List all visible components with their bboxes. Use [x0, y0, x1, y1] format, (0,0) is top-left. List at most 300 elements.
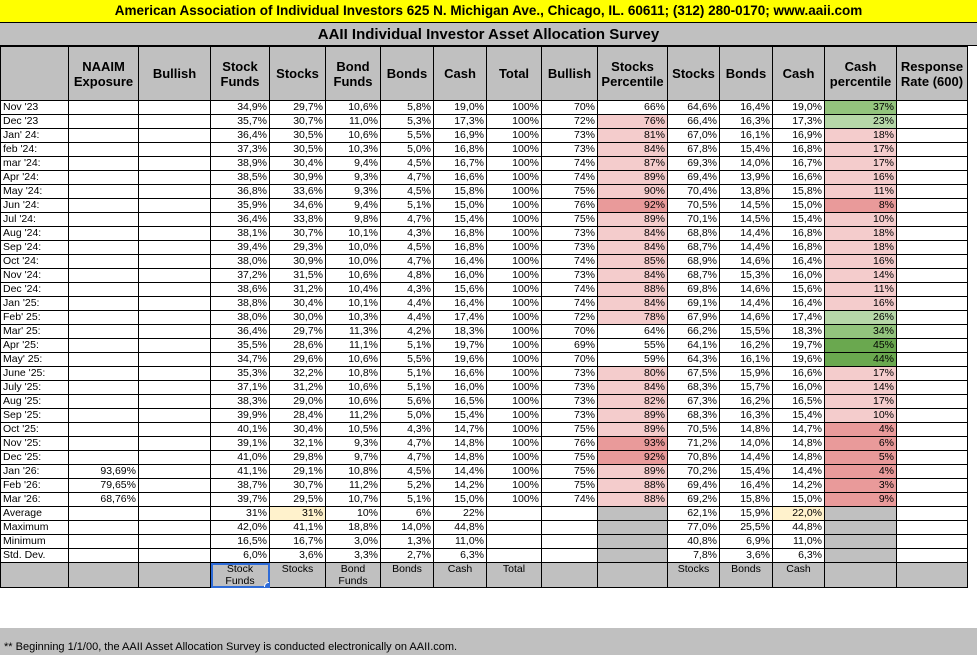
stocks-percentile-cell[interactable]: 85%: [598, 255, 668, 269]
cash-alloc-cell[interactable]: 19,0%: [773, 101, 825, 115]
stat-blank[interactable]: [825, 507, 897, 521]
total-cell[interactable]: 100%: [487, 199, 542, 213]
stat-cash-alloc[interactable]: 11,0%: [773, 535, 825, 549]
stat-blank[interactable]: [69, 521, 139, 535]
bonds-cell[interactable]: 5,5%: [381, 129, 434, 143]
stat-bond-funds[interactable]: 3,3%: [326, 549, 381, 563]
fill-handle[interactable]: [264, 582, 270, 588]
response-rate-cell[interactable]: [897, 171, 968, 185]
total-cell[interactable]: 100%: [487, 255, 542, 269]
stocks-cell[interactable]: 29,0%: [270, 395, 326, 409]
stocks-cell[interactable]: 28,6%: [270, 339, 326, 353]
bullish-pct-cell[interactable]: 70%: [542, 353, 598, 367]
stat-blank[interactable]: [897, 549, 968, 563]
bonds-cell[interactable]: 5,1%: [381, 339, 434, 353]
bullish-pct-cell[interactable]: 75%: [542, 423, 598, 437]
stocks-alloc-cell[interactable]: 69,1%: [668, 297, 720, 311]
bonds-cell[interactable]: 5,2%: [381, 479, 434, 493]
cash-alloc-cell[interactable]: 15,8%: [773, 185, 825, 199]
month-cell[interactable]: Nov '24:: [1, 269, 69, 283]
bonds-alloc-cell[interactable]: 16,4%: [720, 479, 773, 493]
bullish-pct-cell[interactable]: 74%: [542, 157, 598, 171]
cash-alloc-cell[interactable]: 16,4%: [773, 297, 825, 311]
stocks-cell[interactable]: 30,9%: [270, 255, 326, 269]
cash-cell[interactable]: 19,6%: [434, 353, 487, 367]
month-cell[interactable]: Dec '25:: [1, 451, 69, 465]
bonds-alloc-cell[interactable]: 13,9%: [720, 171, 773, 185]
month-cell[interactable]: May' 25:: [1, 353, 69, 367]
bonds-alloc-cell[interactable]: 14,4%: [720, 451, 773, 465]
naaim-cell[interactable]: [69, 241, 139, 255]
cash-cell[interactable]: 15,4%: [434, 213, 487, 227]
stat-bond-funds[interactable]: 10%: [326, 507, 381, 521]
response-rate-cell[interactable]: [897, 395, 968, 409]
response-rate-cell[interactable]: [897, 241, 968, 255]
bond-funds-cell[interactable]: 10,3%: [326, 311, 381, 325]
naaim-cell[interactable]: [69, 143, 139, 157]
stat-bonds-alloc[interactable]: 25,5%: [720, 521, 773, 535]
stat-stock-funds[interactable]: 16,5%: [211, 535, 270, 549]
bond-funds-cell[interactable]: 9,3%: [326, 437, 381, 451]
response-rate-cell[interactable]: [897, 199, 968, 213]
cash-percentile-cell[interactable]: 10%: [825, 409, 897, 423]
cash-percentile-cell[interactable]: 18%: [825, 129, 897, 143]
bonds-alloc-cell[interactable]: 14,5%: [720, 199, 773, 213]
cash-percentile-cell[interactable]: 10%: [825, 213, 897, 227]
naaim-cell[interactable]: [69, 171, 139, 185]
stocks-alloc-cell[interactable]: 68,7%: [668, 269, 720, 283]
stocks-percentile-cell[interactable]: 55%: [598, 339, 668, 353]
stocks-percentile-cell[interactable]: 76%: [598, 115, 668, 129]
bullish-pct-cell[interactable]: 72%: [542, 115, 598, 129]
total-cell[interactable]: 100%: [487, 157, 542, 171]
stocks-percentile-cell[interactable]: 59%: [598, 353, 668, 367]
cash-cell[interactable]: 15,8%: [434, 185, 487, 199]
cash-alloc-cell[interactable]: 16,6%: [773, 171, 825, 185]
footer-bond-funds[interactable]: Bond Funds: [326, 563, 381, 588]
stat-blank[interactable]: [139, 535, 211, 549]
stock-funds-cell[interactable]: 37,3%: [211, 143, 270, 157]
stocks-alloc-cell[interactable]: 69,4%: [668, 171, 720, 185]
stat-bonds[interactable]: 14,0%: [381, 521, 434, 535]
bullish-cell[interactable]: [139, 171, 211, 185]
stock-funds-cell[interactable]: 38,9%: [211, 157, 270, 171]
cash-alloc-cell[interactable]: 17,4%: [773, 311, 825, 325]
stocks-percentile-cell[interactable]: 88%: [598, 493, 668, 507]
stocks-alloc-cell[interactable]: 64,1%: [668, 339, 720, 353]
stock-funds-cell[interactable]: 38,1%: [211, 227, 270, 241]
cash-alloc-cell[interactable]: 15,4%: [773, 213, 825, 227]
stat-bonds[interactable]: 1,3%: [381, 535, 434, 549]
bond-funds-cell[interactable]: 9,4%: [326, 157, 381, 171]
bonds-alloc-cell[interactable]: 13,8%: [720, 185, 773, 199]
response-rate-cell[interactable]: [897, 157, 968, 171]
stat-bonds[interactable]: 6%: [381, 507, 434, 521]
stocks-cell[interactable]: 30,4%: [270, 157, 326, 171]
month-cell[interactable]: Feb' 25:: [1, 311, 69, 325]
bonds-cell[interactable]: 4,4%: [381, 311, 434, 325]
bullish-cell[interactable]: [139, 451, 211, 465]
bullish-cell[interactable]: [139, 115, 211, 129]
stocks-cell[interactable]: 29,6%: [270, 353, 326, 367]
month-cell[interactable]: Aug '24:: [1, 227, 69, 241]
stocks-alloc-cell[interactable]: 67,9%: [668, 311, 720, 325]
stocks-alloc-cell[interactable]: 67,5%: [668, 367, 720, 381]
bond-funds-cell[interactable]: 9,3%: [326, 171, 381, 185]
month-cell[interactable]: Apr '24:: [1, 171, 69, 185]
response-rate-cell[interactable]: [897, 101, 968, 115]
cash-alloc-cell[interactable]: 15,0%: [773, 493, 825, 507]
bonds-alloc-cell[interactable]: 16,3%: [720, 115, 773, 129]
naaim-cell[interactable]: [69, 283, 139, 297]
stocks-cell[interactable]: 29,5%: [270, 493, 326, 507]
stocks-percentile-cell[interactable]: 93%: [598, 437, 668, 451]
response-rate-cell[interactable]: [897, 479, 968, 493]
bullish-cell[interactable]: [139, 283, 211, 297]
cash-alloc-cell[interactable]: 19,7%: [773, 339, 825, 353]
total-cell[interactable]: 100%: [487, 213, 542, 227]
stat-blank[interactable]: [825, 549, 897, 563]
response-rate-cell[interactable]: [897, 381, 968, 395]
stock-funds-cell[interactable]: 40,1%: [211, 423, 270, 437]
cash-alloc-cell[interactable]: 14,7%: [773, 423, 825, 437]
month-cell[interactable]: Oct '24:: [1, 255, 69, 269]
response-rate-cell[interactable]: [897, 185, 968, 199]
month-cell[interactable]: mar '24:: [1, 157, 69, 171]
bonds-alloc-cell[interactable]: 15,4%: [720, 143, 773, 157]
stock-funds-cell[interactable]: 36,8%: [211, 185, 270, 199]
stat-blank[interactable]: [897, 507, 968, 521]
total-cell[interactable]: 100%: [487, 367, 542, 381]
cash-alloc-cell[interactable]: 15,6%: [773, 283, 825, 297]
stat-stock-funds[interactable]: 42,0%: [211, 521, 270, 535]
stock-funds-cell[interactable]: 38,3%: [211, 395, 270, 409]
cash-alloc-cell[interactable]: 14,8%: [773, 451, 825, 465]
stocks-percentile-cell[interactable]: 80%: [598, 367, 668, 381]
bonds-cell[interactable]: 5,1%: [381, 493, 434, 507]
bonds-alloc-cell[interactable]: 14,6%: [720, 311, 773, 325]
bond-funds-cell[interactable]: 10,1%: [326, 297, 381, 311]
response-rate-cell[interactable]: [897, 423, 968, 437]
cash-percentile-cell[interactable]: 11%: [825, 185, 897, 199]
bullish-cell[interactable]: [139, 241, 211, 255]
cash-cell[interactable]: 16,7%: [434, 157, 487, 171]
bonds-alloc-cell[interactable]: 15,4%: [720, 465, 773, 479]
stocks-percentile-cell[interactable]: 87%: [598, 157, 668, 171]
stat-blank[interactable]: [69, 549, 139, 563]
stat-blank[interactable]: [542, 549, 598, 563]
cash-cell[interactable]: 16,8%: [434, 143, 487, 157]
bonds-cell[interactable]: 4,4%: [381, 297, 434, 311]
stocks-cell[interactable]: 29,7%: [270, 325, 326, 339]
month-cell[interactable]: Sep '24:: [1, 241, 69, 255]
stock-funds-cell[interactable]: 41,1%: [211, 465, 270, 479]
stock-funds-cell[interactable]: 39,7%: [211, 493, 270, 507]
response-rate-cell[interactable]: [897, 143, 968, 157]
bullish-pct-cell[interactable]: 75%: [542, 479, 598, 493]
stocks-percentile-cell[interactable]: 89%: [598, 171, 668, 185]
bullish-pct-cell[interactable]: 72%: [542, 311, 598, 325]
cash-cell[interactable]: 16,4%: [434, 255, 487, 269]
response-rate-cell[interactable]: [897, 325, 968, 339]
bullish-cell[interactable]: [139, 227, 211, 241]
bullish-pct-cell[interactable]: 73%: [542, 241, 598, 255]
bullish-cell[interactable]: [139, 325, 211, 339]
stocks-percentile-cell[interactable]: 84%: [598, 143, 668, 157]
cash-cell[interactable]: 14,8%: [434, 437, 487, 451]
month-cell[interactable]: Dec '23: [1, 115, 69, 129]
bullish-pct-cell[interactable]: 74%: [542, 283, 598, 297]
response-rate-cell[interactable]: [897, 409, 968, 423]
stat-blank[interactable]: [139, 521, 211, 535]
stat-blank[interactable]: [69, 507, 139, 521]
stat-blank[interactable]: [487, 507, 542, 521]
cash-percentile-cell[interactable]: 5%: [825, 451, 897, 465]
stat-blank[interactable]: [598, 535, 668, 549]
cash-cell[interactable]: 16,6%: [434, 171, 487, 185]
bullish-pct-cell[interactable]: 74%: [542, 493, 598, 507]
stat-cash[interactable]: 11,0%: [434, 535, 487, 549]
month-cell[interactable]: Oct '25:: [1, 423, 69, 437]
cash-percentile-cell[interactable]: 44%: [825, 353, 897, 367]
bonds-alloc-cell[interactable]: 16,3%: [720, 409, 773, 423]
stocks-percentile-cell[interactable]: 89%: [598, 213, 668, 227]
total-cell[interactable]: 100%: [487, 283, 542, 297]
bond-funds-cell[interactable]: 10,3%: [326, 143, 381, 157]
footer-bonds-alloc[interactable]: Bonds: [720, 563, 773, 588]
stat-stocks-alloc[interactable]: 62,1%: [668, 507, 720, 521]
total-cell[interactable]: 100%: [487, 325, 542, 339]
stocks-percentile-cell[interactable]: 78%: [598, 311, 668, 325]
bonds-cell[interactable]: 4,3%: [381, 227, 434, 241]
naaim-cell[interactable]: [69, 129, 139, 143]
cash-alloc-cell[interactable]: 16,0%: [773, 381, 825, 395]
total-cell[interactable]: 100%: [487, 297, 542, 311]
cash-cell[interactable]: 16,0%: [434, 381, 487, 395]
bonds-cell[interactable]: 4,7%: [381, 451, 434, 465]
cash-cell[interactable]: 14,8%: [434, 451, 487, 465]
stat-stocks-alloc[interactable]: 77,0%: [668, 521, 720, 535]
stocks-percentile-cell[interactable]: 84%: [598, 269, 668, 283]
stat-blank[interactable]: [897, 521, 968, 535]
month-cell[interactable]: May '24:: [1, 185, 69, 199]
bond-funds-cell[interactable]: 10,6%: [326, 269, 381, 283]
stock-funds-cell[interactable]: 38,6%: [211, 283, 270, 297]
month-cell[interactable]: Mar' 25:: [1, 325, 69, 339]
bullish-cell[interactable]: [139, 185, 211, 199]
bullish-pct-cell[interactable]: 76%: [542, 437, 598, 451]
bullish-cell[interactable]: [139, 465, 211, 479]
month-cell[interactable]: Sep '25:: [1, 409, 69, 423]
cash-alloc-cell[interactable]: 16,7%: [773, 157, 825, 171]
stocks-alloc-cell[interactable]: 66,4%: [668, 115, 720, 129]
cash-alloc-cell[interactable]: 14,2%: [773, 479, 825, 493]
total-cell[interactable]: 100%: [487, 185, 542, 199]
naaim-cell[interactable]: [69, 423, 139, 437]
bullish-cell[interactable]: [139, 367, 211, 381]
cash-cell[interactable]: 16,4%: [434, 297, 487, 311]
stocks-alloc-cell[interactable]: 68,9%: [668, 255, 720, 269]
response-rate-cell[interactable]: [897, 255, 968, 269]
stat-bond-funds[interactable]: 3,0%: [326, 535, 381, 549]
bonds-cell[interactable]: 5,8%: [381, 101, 434, 115]
stat-bond-funds[interactable]: 18,8%: [326, 521, 381, 535]
stocks-cell[interactable]: 33,8%: [270, 213, 326, 227]
bond-funds-cell[interactable]: 10,6%: [326, 381, 381, 395]
bullish-pct-cell[interactable]: 70%: [542, 101, 598, 115]
naaim-cell[interactable]: [69, 269, 139, 283]
stock-funds-cell[interactable]: 39,4%: [211, 241, 270, 255]
bullish-cell[interactable]: [139, 199, 211, 213]
stocks-alloc-cell[interactable]: 64,6%: [668, 101, 720, 115]
month-cell[interactable]: feb '24:: [1, 143, 69, 157]
bonds-cell[interactable]: 4,5%: [381, 185, 434, 199]
month-cell[interactable]: Apr '25:: [1, 339, 69, 353]
bond-funds-cell[interactable]: 9,4%: [326, 199, 381, 213]
month-cell[interactable]: Dec '24:: [1, 283, 69, 297]
stocks-cell[interactable]: 30,0%: [270, 311, 326, 325]
stocks-alloc-cell[interactable]: 68,8%: [668, 227, 720, 241]
stat-blank[interactable]: [139, 507, 211, 521]
cash-cell[interactable]: 16,8%: [434, 227, 487, 241]
stock-funds-cell[interactable]: 38,5%: [211, 171, 270, 185]
cash-alloc-cell[interactable]: 16,9%: [773, 129, 825, 143]
bond-funds-cell[interactable]: 10,6%: [326, 353, 381, 367]
bullish-pct-cell[interactable]: 70%: [542, 325, 598, 339]
stat-blank[interactable]: [897, 535, 968, 549]
stocks-alloc-cell[interactable]: 69,3%: [668, 157, 720, 171]
naaim-cell[interactable]: [69, 395, 139, 409]
bullish-pct-cell[interactable]: 73%: [542, 269, 598, 283]
footer-cash[interactable]: Cash: [434, 563, 487, 588]
bonds-cell[interactable]: 4,3%: [381, 283, 434, 297]
bonds-cell[interactable]: 5,1%: [381, 367, 434, 381]
bonds-cell[interactable]: 5,1%: [381, 199, 434, 213]
month-cell[interactable]: June '25:: [1, 367, 69, 381]
stocks-percentile-cell[interactable]: 66%: [598, 101, 668, 115]
stocks-alloc-cell[interactable]: 69,8%: [668, 283, 720, 297]
stat-blank[interactable]: [69, 535, 139, 549]
stat-blank[interactable]: [487, 521, 542, 535]
bonds-alloc-cell[interactable]: 15,9%: [720, 367, 773, 381]
bond-funds-cell[interactable]: 9,8%: [326, 213, 381, 227]
bullish-cell[interactable]: [139, 395, 211, 409]
bullish-cell[interactable]: [139, 143, 211, 157]
cash-percentile-cell[interactable]: 17%: [825, 157, 897, 171]
bonds-cell[interactable]: 4,7%: [381, 255, 434, 269]
bullish-pct-cell[interactable]: 73%: [542, 227, 598, 241]
total-cell[interactable]: 100%: [487, 395, 542, 409]
stocks-alloc-cell[interactable]: 70,8%: [668, 451, 720, 465]
stat-blank[interactable]: [825, 521, 897, 535]
bond-funds-cell[interactable]: 10,8%: [326, 465, 381, 479]
stat-blank[interactable]: [542, 521, 598, 535]
cash-percentile-cell[interactable]: 14%: [825, 381, 897, 395]
stock-funds-cell[interactable]: 39,1%: [211, 437, 270, 451]
naaim-cell[interactable]: [69, 185, 139, 199]
stocks-alloc-cell[interactable]: 71,2%: [668, 437, 720, 451]
stocks-percentile-cell[interactable]: 90%: [598, 185, 668, 199]
response-rate-cell[interactable]: [897, 269, 968, 283]
total-cell[interactable]: 100%: [487, 479, 542, 493]
stat-label[interactable]: Average: [1, 507, 69, 521]
bond-funds-cell[interactable]: 11,0%: [326, 115, 381, 129]
stat-stocks-alloc[interactable]: 7,8%: [668, 549, 720, 563]
bonds-cell[interactable]: 5,1%: [381, 381, 434, 395]
response-rate-cell[interactable]: [897, 129, 968, 143]
total-cell[interactable]: 100%: [487, 451, 542, 465]
stocks-alloc-cell[interactable]: 68,7%: [668, 241, 720, 255]
bonds-alloc-cell[interactable]: 14,8%: [720, 423, 773, 437]
cash-alloc-cell[interactable]: 16,6%: [773, 367, 825, 381]
bond-funds-cell[interactable]: 11,1%: [326, 339, 381, 353]
footer-stocks-alloc[interactable]: Stocks: [668, 563, 720, 588]
stocks-percentile-cell[interactable]: 92%: [598, 199, 668, 213]
stat-cash-alloc[interactable]: 6,3%: [773, 549, 825, 563]
cash-percentile-cell[interactable]: 11%: [825, 283, 897, 297]
response-rate-cell[interactable]: [897, 451, 968, 465]
cash-percentile-cell[interactable]: 4%: [825, 423, 897, 437]
bullish-pct-cell[interactable]: 73%: [542, 381, 598, 395]
footer-stocks[interactable]: Stocks: [270, 563, 326, 588]
response-rate-cell[interactable]: [897, 311, 968, 325]
bonds-alloc-cell[interactable]: 15,5%: [720, 325, 773, 339]
bullish-pct-cell[interactable]: 73%: [542, 143, 598, 157]
stocks-percentile-cell[interactable]: 84%: [598, 381, 668, 395]
stocks-alloc-cell[interactable]: 68,3%: [668, 409, 720, 423]
stocks-alloc-cell[interactable]: 70,5%: [668, 423, 720, 437]
cash-alloc-cell[interactable]: 15,0%: [773, 199, 825, 213]
stocks-alloc-cell[interactable]: 67,0%: [668, 129, 720, 143]
stat-cash[interactable]: 44,8%: [434, 521, 487, 535]
bonds-alloc-cell[interactable]: 14,5%: [720, 213, 773, 227]
bonds-alloc-cell[interactable]: 14,0%: [720, 157, 773, 171]
bullish-cell[interactable]: [139, 255, 211, 269]
bond-funds-cell[interactable]: 11,3%: [326, 325, 381, 339]
bonds-cell[interactable]: 5,0%: [381, 143, 434, 157]
bonds-alloc-cell[interactable]: 15,8%: [720, 493, 773, 507]
stocks-percentile-cell[interactable]: 84%: [598, 227, 668, 241]
stat-blank[interactable]: [487, 549, 542, 563]
cash-cell[interactable]: 15,0%: [434, 199, 487, 213]
bullish-pct-cell[interactable]: 75%: [542, 465, 598, 479]
stat-stocks[interactable]: 16,7%: [270, 535, 326, 549]
stocks-alloc-cell[interactable]: 66,2%: [668, 325, 720, 339]
cash-alloc-cell[interactable]: 19,6%: [773, 353, 825, 367]
stocks-alloc-cell[interactable]: 69,2%: [668, 493, 720, 507]
bullish-pct-cell[interactable]: 73%: [542, 367, 598, 381]
cash-percentile-cell[interactable]: 16%: [825, 297, 897, 311]
bonds-alloc-cell[interactable]: 14,6%: [720, 283, 773, 297]
cash-alloc-cell[interactable]: 17,3%: [773, 115, 825, 129]
month-cell[interactable]: Jun '24:: [1, 199, 69, 213]
cash-alloc-cell[interactable]: 16,0%: [773, 269, 825, 283]
stat-cash-alloc[interactable]: 22,0%: [773, 507, 825, 521]
cash-cell[interactable]: 16,5%: [434, 395, 487, 409]
cash-cell[interactable]: 14,2%: [434, 479, 487, 493]
month-cell[interactable]: Jul '24:: [1, 213, 69, 227]
total-cell[interactable]: 100%: [487, 465, 542, 479]
naaim-cell[interactable]: [69, 101, 139, 115]
stocks-percentile-cell[interactable]: 64%: [598, 325, 668, 339]
bonds-cell[interactable]: 4,5%: [381, 465, 434, 479]
cash-cell[interactable]: 14,4%: [434, 465, 487, 479]
cash-percentile-cell[interactable]: 18%: [825, 241, 897, 255]
stocks-cell[interactable]: 29,7%: [270, 101, 326, 115]
bullish-pct-cell[interactable]: 73%: [542, 395, 598, 409]
bond-funds-cell[interactable]: 10,0%: [326, 255, 381, 269]
stocks-cell[interactable]: 31,2%: [270, 381, 326, 395]
